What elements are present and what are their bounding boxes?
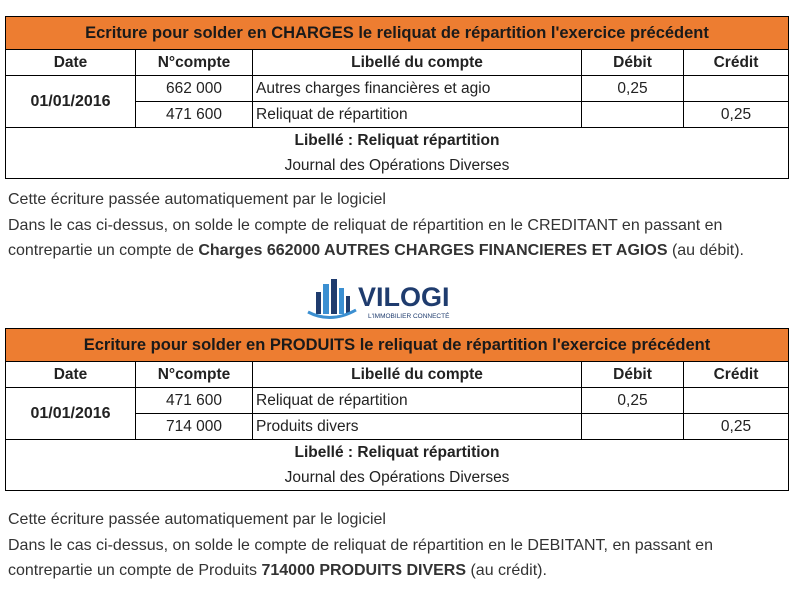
table-header-row [6,362,789,388]
explanation-line: Dans le cas ci-dessus, on solde le compte de reliquat de répartition en le CREDITANT en passant en [8,216,723,234]
table-title: Ecriture pour solder en PRODUITS le reliquat de répartition l'exercice précédent [6,329,789,362]
charges-explanation [8,187,793,264]
produits-explanation [8,507,793,584]
charges-entry-table [5,16,789,179]
credit-amount: 0,25 [684,414,789,440]
debit-amount [582,414,684,440]
header-compte: N°compte [136,50,253,76]
account-number: 471 600 [136,388,253,414]
text-fragment: (au débit). [667,242,744,259]
vilogi-logo [306,276,476,322]
footer-journal: Journal des Opérations Diverses [6,153,789,179]
footer-journal: Journal des Opérations Diverses [6,465,789,491]
explanation-line: Cette écriture passée automatiquement par le logiciel [8,511,386,528]
account-label: Reliquat de répartition [253,388,582,414]
debit-amount: 0,25 [582,76,684,102]
logo-wordmark: VILOGI [358,282,450,312]
explanation-line: Dans le cas ci-dessus, on solde le compte de reliquat de répartition en le DEBITANT, en passant en [8,536,713,554]
bold-account: 714000 PRODUITS DIVERS [261,562,467,579]
footer-libelle: Libellé : Reliquat répartition [6,440,789,466]
account-label: Autres charges financières et agio [253,76,582,102]
debit-amount [582,102,684,128]
account-number: 471 600 [136,102,253,128]
building-icon [308,279,356,318]
entry-date: 01/01/2016 [6,388,136,440]
account-number: 714 000 [136,414,253,440]
explanation-line: Cette écriture passée automatiquement par le logiciel [8,191,386,208]
table-row [6,76,789,102]
explanation-line [8,558,793,584]
header-credit: Crédit [684,50,789,76]
produits-entry-table [5,328,789,491]
header-date: Date [6,362,136,388]
header-compte: N°compte [136,362,253,388]
table-header-row [6,50,789,76]
bold-account: Charges 662000 AUTRES CHARGES FINANCIERES ET AGIOS [198,242,668,259]
explanation-line [8,238,793,264]
text-fragment: contrepartie un compte de [8,242,199,259]
header-libelle: Libellé du compte [253,362,582,388]
footer-libelle: Libellé : Reliquat répartition [6,128,789,154]
credit-amount: 0,25 [684,102,789,128]
credit-amount [684,388,789,414]
credit-amount [684,76,789,102]
table-row [6,388,789,414]
header-debit: Débit [582,50,684,76]
text-fragment: contrepartie un compte de Produits [8,562,262,579]
debit-amount: 0,25 [582,388,684,414]
header-credit: Crédit [684,362,789,388]
account-number: 662 000 [136,76,253,102]
header-date: Date [6,50,136,76]
text-fragment: (au crédit). [466,562,547,579]
account-label: Produits divers [253,414,582,440]
entry-date: 01/01/2016 [6,76,136,128]
table-title: Ecriture pour solder en CHARGES le reliquat de répartition l'exercice précédent [6,17,789,50]
header-libelle: Libellé du compte [253,50,582,76]
header-debit: Débit [582,362,684,388]
logo-tagline: L'IMMOBILIER CONNECTÉ [368,313,450,320]
account-label: Reliquat de répartition [253,102,582,128]
